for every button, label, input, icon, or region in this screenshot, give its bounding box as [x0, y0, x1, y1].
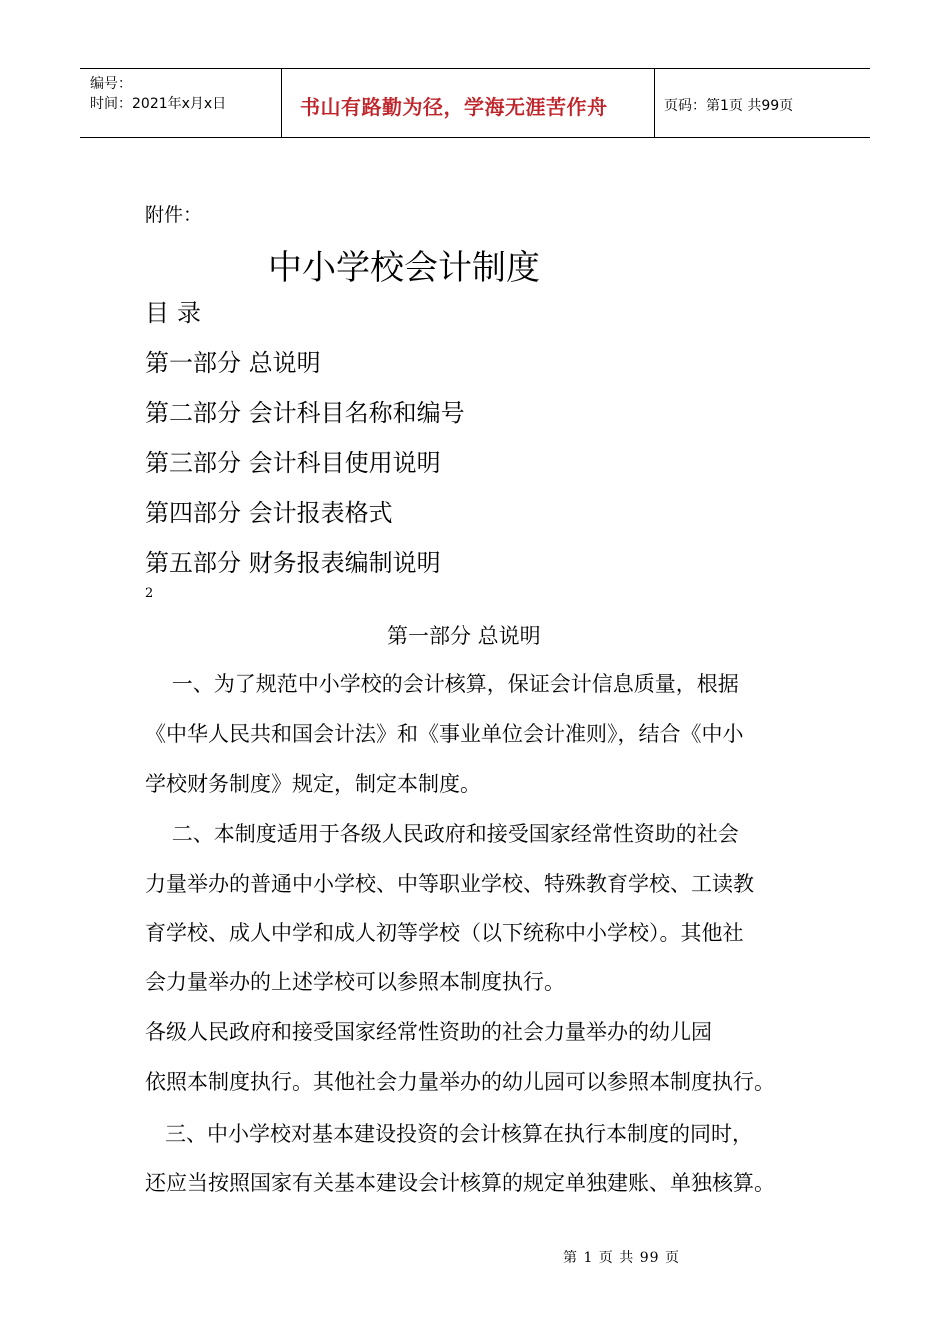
toc-heading: 目录	[145, 299, 209, 327]
toc-item: 第一部分 总说明	[145, 349, 321, 377]
body-line: 还应当按照国家有关基本建设会计核算的规定单独建账、单独核算。	[145, 1171, 775, 1195]
header-table	[80, 68, 870, 138]
body-line: 力量举办的普通中小学校、中等职业学校、特殊教育学校、工读教	[145, 872, 754, 896]
header-page-info: 页码：第1页 共99页	[664, 98, 794, 114]
document-title: 中小学校会计制度	[268, 248, 540, 288]
body-line: 二、本制度适用于各级人民政府和接受国家经常性资助的社会	[145, 822, 739, 846]
body-line: 三、中小学校对基本建设投资的会计核算在执行本制度的同时，	[145, 1122, 754, 1146]
header-motto: 书山有路勤为径，学海无涯苦作舟	[300, 95, 608, 119]
toc-item: 第五部分 财务报表编制说明	[145, 549, 441, 577]
body-line: 依照本制度执行。其他社会力量举办的幼儿园可以参照本制度执行。	[145, 1070, 775, 1094]
body-line: 各级人民政府和接受国家经常性资助的社会力量举办的幼儿园	[145, 1020, 712, 1044]
body-line: 一、为了规范中小学校的会计核算，保证会计信息质量，根据	[145, 672, 739, 696]
body-line: 育学校、成人中学和成人初等学校（以下统称中小学校）。其他社	[145, 921, 744, 945]
page-marker: 2	[145, 586, 154, 601]
toc-item: 第二部分 会计科目名称和编号	[145, 399, 465, 427]
document-number-label: 编号：	[90, 76, 132, 92]
toc-item: 第四部分 会计报表格式	[145, 499, 393, 527]
body-line: 会力量举办的上述学校可以参照本制度执行。	[145, 970, 565, 994]
toc-item: 第三部分 会计科目使用说明	[145, 449, 441, 477]
section-title: 第一部分 总说明	[387, 624, 541, 648]
body-line: 《中华人民共和国会计法》和《事业单位会计准则》，结合《中小	[145, 722, 744, 746]
page-footer: 第 1 页 共 99 页	[563, 1250, 680, 1266]
header-divider	[654, 69, 655, 137]
header-divider	[281, 69, 282, 137]
attachment-label: 附件：	[145, 204, 203, 226]
body-line: 学校财务制度》规定，制定本制度。	[145, 772, 481, 796]
document-date: 时间：2021年x月x日	[90, 96, 227, 112]
